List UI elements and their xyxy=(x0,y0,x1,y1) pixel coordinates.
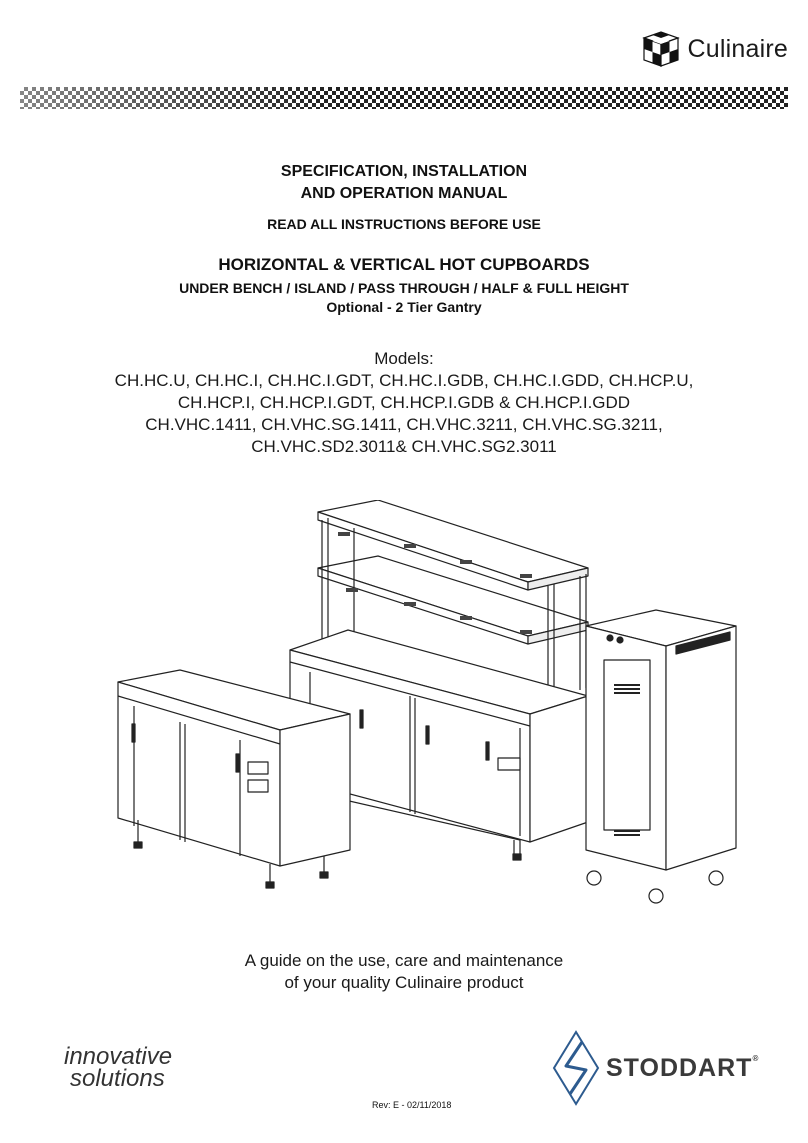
product-title: HORIZONTAL & VERTICAL HOT CUPBOARDS xyxy=(218,255,590,274)
stoddart-diamond-icon xyxy=(552,1030,600,1106)
stoddart-logo xyxy=(552,1030,759,1106)
tagline-line: innovative xyxy=(64,1043,173,1070)
checker-cube-icon xyxy=(642,30,680,68)
models-heading: Models: xyxy=(374,349,434,368)
read-instructions: READ ALL INSTRUCTIONS BEFORE USE xyxy=(267,216,541,232)
models-line: CH.HCP.I, CH.HCP.I.GDT, CH.HCP.I.GDB & CH.HCP.I.GDD xyxy=(177,393,631,412)
guide-line: A guide on the use, care and maintenance xyxy=(244,951,564,970)
registered-mark: ® xyxy=(752,1053,760,1063)
brand-name: Culinaire xyxy=(687,34,788,63)
stoddart-wordmark: STODDART xyxy=(606,1053,753,1082)
models-line: CH.VHC.1411, CH.VHC.SG.1411, CH.VHC.3211, CH.VHC.SG.3211, xyxy=(145,415,663,434)
product-subtitle: UNDER BENCH / ISLAND / PASS THROUGH / HALF & FULL HEIGHT xyxy=(179,280,629,296)
culinaire-logo xyxy=(642,30,788,68)
revision-date: Rev: E - 02/11/2018 xyxy=(372,1100,452,1110)
vertical-hot-cupboard xyxy=(586,610,736,903)
checker-band xyxy=(20,87,788,109)
title-line: SPECIFICATION, INSTALLATION xyxy=(280,163,528,180)
title-line: AND OPERATION MANUAL xyxy=(300,185,508,202)
tagline-line: solutions xyxy=(70,1065,165,1092)
product-option: Optional - 2 Tier Gantry xyxy=(326,299,482,315)
models-line: CH.VHC.SD2.3011& CH.VHC.SG2.3011 xyxy=(251,437,557,456)
manual-title xyxy=(0,161,808,205)
product-illustration xyxy=(110,500,750,910)
models-list xyxy=(0,348,808,458)
product-subtitle-block xyxy=(0,279,808,317)
stoddart-name xyxy=(606,1054,759,1083)
innovative-solutions-tagline xyxy=(64,1043,173,1092)
models-line: CH.HC.U, CH.HC.I, CH.HC.I.GDT, CH.HC.I.GDB, CH.HC.I.GDD, CH.HCP.U, xyxy=(114,371,694,390)
guide-text xyxy=(0,950,808,994)
guide-line: of your quality Culinaire product xyxy=(284,973,524,992)
